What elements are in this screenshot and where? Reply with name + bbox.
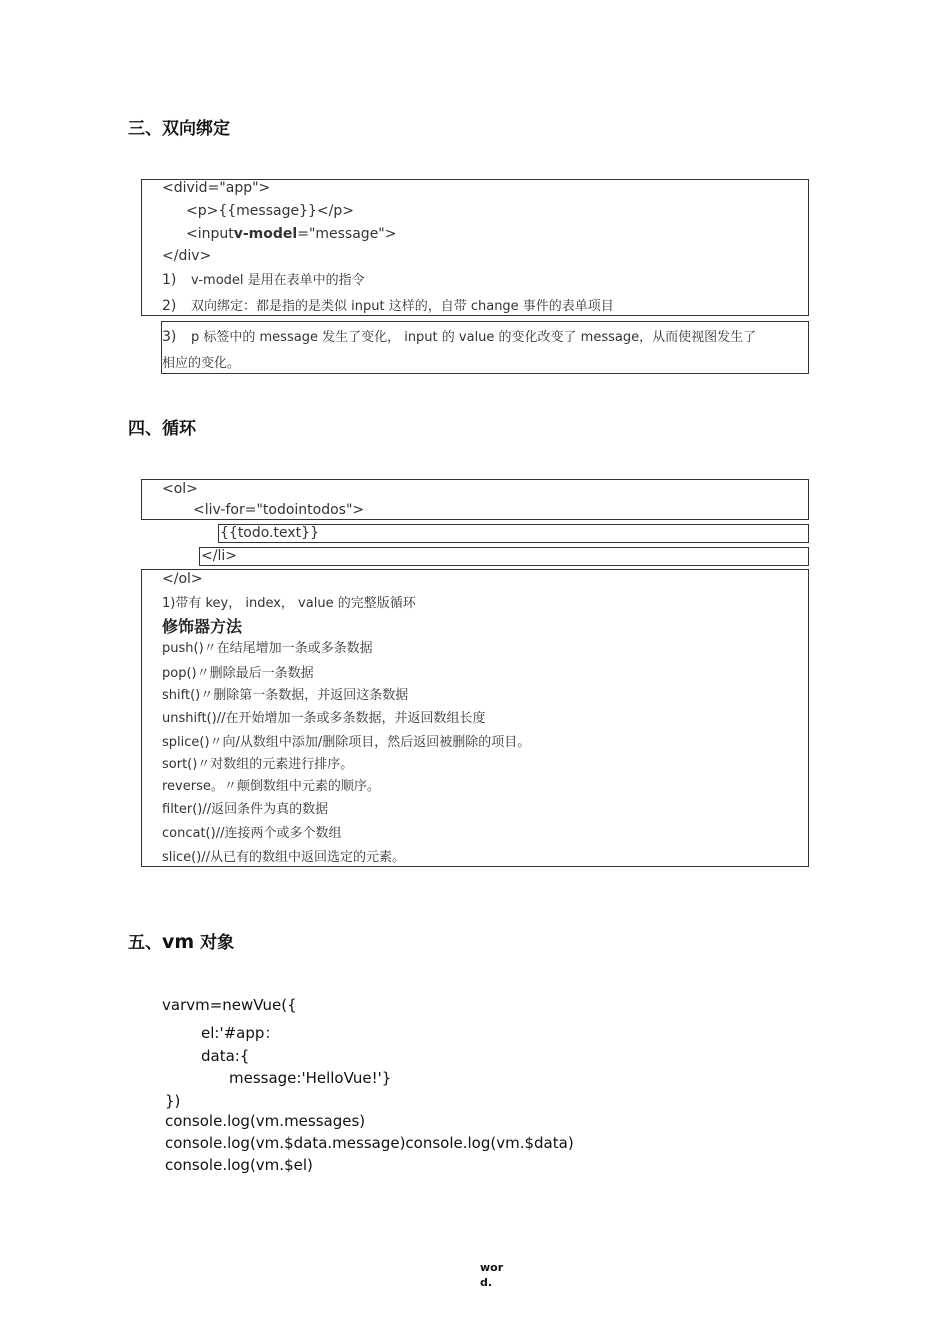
note-3-text: p 标签中的 message 发生了变化， input 的 value 的变化改变了 message，从而使视图发生了 [191, 330, 757, 345]
method-slice: slice()//从已有的数组中返回选定的元素。 [162, 850, 406, 865]
note-3-text-cont: 相应的变化。 [162, 356, 241, 371]
code-ol-open: <ol> [162, 481, 198, 497]
section-5-heading-post: 对象 [194, 933, 235, 953]
method-pop: pop()〃删除最后一条数据 [162, 666, 314, 681]
vm-code-line-5: }) [165, 1092, 181, 1110]
method-filter: filter()//返回条件为真的数据 [162, 802, 329, 817]
section-4-box-li-close [199, 547, 809, 566]
method-unshift: unshift()//在开始增加一条或多条数据，并返回数组长度 [162, 711, 486, 726]
vm-code-line-3: data:{ [201, 1047, 250, 1065]
vm-code-line-1: varvm=newVue({ [162, 996, 297, 1014]
vm-code-line-8: console.log(vm.$el) [165, 1156, 313, 1174]
code-line-p: <p>{{message}}</p> [186, 203, 354, 219]
vm-code-line-2: el:'#app： [201, 1024, 280, 1042]
code-todo-text: {{todo.text}} [220, 525, 319, 541]
method-splice: splice()〃向/从数组中添加/删除项目，然后返回被删除的项目。 [162, 735, 531, 750]
note-1-num: 1) [162, 272, 177, 288]
method-push: push()〃在结尾增加一条或多条数据 [162, 641, 373, 656]
section-3-box-1 [141, 179, 809, 316]
section-3-heading: 三、双向绑定 [128, 119, 230, 139]
method-shift: shift()〃删除第一条数据，并返回这条数据 [162, 688, 409, 703]
vm-code-line-6: console.log(vm.messages) [165, 1112, 366, 1130]
code-input-pre: <input [186, 226, 234, 242]
code-line-input [186, 225, 396, 243]
vm-code-line-7: console.log(vm.$data.message)console.log(vm.$data) [165, 1134, 574, 1152]
method-reverse: reverse。〃颠倒数组中元素的顺序。 [162, 779, 380, 794]
section-5-heading-pre: 五、 [128, 933, 162, 953]
note-3-num: 3) [162, 329, 177, 345]
note-2-text: 双向绑定：都是指的是类似 input 这样的，自带 change 事件的表单项目 [191, 299, 614, 314]
code-input-vmodel: v-model [233, 226, 298, 242]
note-1-text: v-model 是用在表单中的指令 [191, 273, 365, 288]
section-4-heading: 四、循环 [128, 419, 196, 439]
code-line-div-open: <divid="app"> [162, 180, 271, 196]
section-5-heading-vm: vm [162, 931, 195, 953]
loop-note-1: 1)带有 key， index， value 的完整版循环 [162, 596, 416, 611]
code-li-for: <liv-for="todointodos"> [193, 502, 365, 518]
code-input-post: ="message"> [297, 226, 397, 242]
code-ol-close: </ol> [162, 571, 203, 587]
methods-heading: 修饰器方法 [162, 617, 243, 636]
vm-code-line-4: message:'HelloVue!'} [229, 1069, 392, 1087]
method-concat: concat()//连接两个或多个数组 [162, 826, 342, 841]
footer-word-line-2: d. [480, 1276, 493, 1289]
note-2-num: 2) [162, 298, 177, 314]
section-5-heading [128, 928, 234, 953]
method-sort: sort()〃对数组的元素进行排序。 [162, 757, 354, 772]
footer-word-line-1: wor [480, 1261, 504, 1274]
code-line-div-close: </div> [162, 248, 212, 264]
code-li-close: </li> [201, 548, 237, 564]
